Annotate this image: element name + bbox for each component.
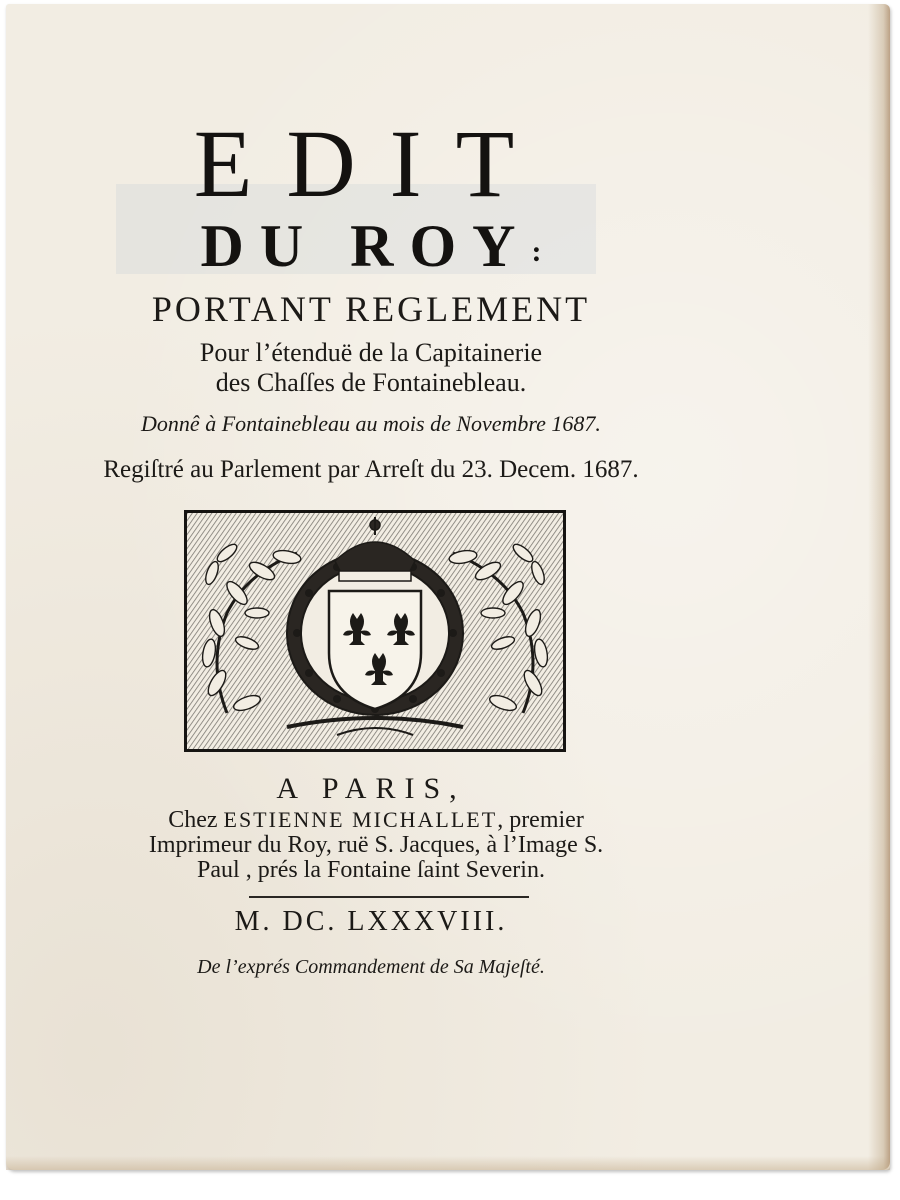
imprint-printer: ESTIENNE MICHALLET <box>223 807 498 832</box>
given-at: Donnê à Fontainebleau au mois de Novembre 1687. <box>141 411 601 436</box>
paper-edge <box>868 4 890 1170</box>
title-du-roy <box>6 212 736 281</box>
fleur-de-lis-crest-icon <box>187 513 563 749</box>
imprint-line-3: Paul , prés la Fontaine ſaint Severin. <box>197 857 545 883</box>
paper-sheet <box>6 4 890 1170</box>
imprint-suffix: , premier <box>497 807 584 833</box>
imprint-city: A PARIS, <box>276 772 466 805</box>
subtitle: PORTANT REGLEMENT <box>151 289 591 329</box>
title-edit: EDIT <box>193 110 549 217</box>
royal-command: De l’exprés Commandement de Sa Majeſté. <box>197 956 545 978</box>
purpose-line-1: Pour l’étenduë de la Capitainerie <box>199 338 543 367</box>
publication-year: M. DC. LXXXVIII. <box>234 906 508 937</box>
imprint-line-1 <box>16 807 736 834</box>
purpose-line-2: des Chaſſes de Fontainebleau. <box>215 368 527 397</box>
title-du-roy-text: DU ROY <box>200 213 532 279</box>
royal-arms-ornament <box>184 510 566 752</box>
imprint-prefix: Chez <box>168 807 218 833</box>
imprint-line-2: Imprimeur du Roy, ruë S. Jacques, à l’Image S. <box>148 832 604 858</box>
paper-bottom-edge <box>6 1156 890 1170</box>
title-colon: : <box>531 235 542 269</box>
registered-line: Regiſtré au Parlement par Arreſt du 23. Decem. 1687. <box>103 456 639 483</box>
divider-rule <box>249 896 529 898</box>
